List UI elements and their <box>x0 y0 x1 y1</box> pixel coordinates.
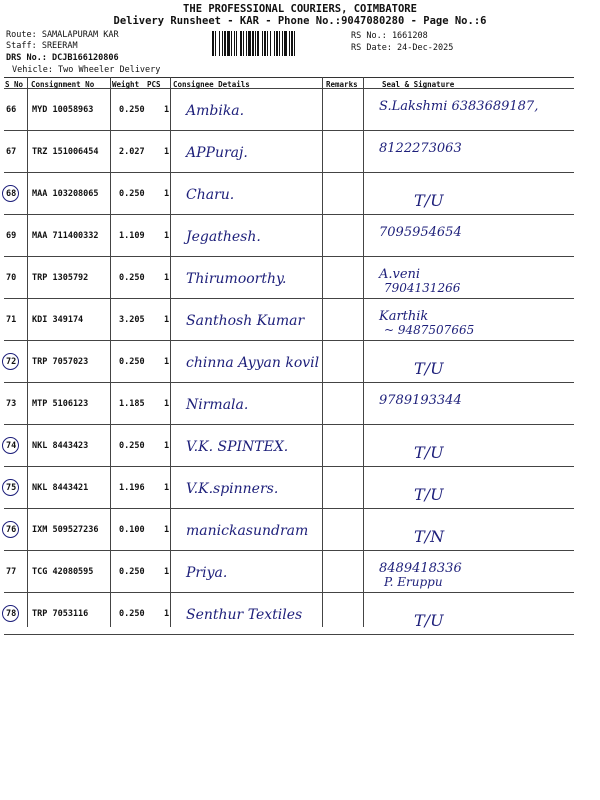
row-weight: 0.250 <box>119 273 145 283</box>
row-weight: 0.100 <box>119 525 145 535</box>
row-pcs: 1 <box>164 441 170 451</box>
runsheet-title: Delivery Runsheet - KAR - Phone No.:9047080280 - Page No.:6 <box>113 15 487 27</box>
col-weight-header: Weight <box>112 80 140 89</box>
row-seal-handwriting-secondary: P. Eruppu <box>384 575 443 589</box>
drs-number: DRS No.: DCJB166120806 <box>6 53 119 63</box>
row-weight: 0.250 <box>119 567 145 577</box>
row-pcs: 1 <box>164 399 170 409</box>
row-weight: 0.250 <box>119 609 145 619</box>
row-sno: 69 <box>6 231 17 241</box>
row-consignee-handwriting: Nirmala. <box>186 397 249 413</box>
row-consignment-no: TRZ 151006454 <box>32 147 99 157</box>
sno-circle-mark <box>2 437 19 454</box>
company-title: THE PROFESSIONAL COURIERS, COIMBATORE <box>183 3 417 15</box>
table-row <box>4 551 574 593</box>
row-pcs: 1 <box>164 483 170 493</box>
table-row <box>4 383 574 425</box>
row-pcs: 1 <box>164 189 170 199</box>
row-consignee-handwriting: Thirumoorthy. <box>186 271 287 287</box>
row-consignment-no: KDI 349174 <box>32 315 84 325</box>
sno-circle-mark <box>2 479 19 496</box>
row-seal-handwriting: 8489418336 <box>379 561 462 576</box>
row-pcs: 1 <box>164 609 170 619</box>
row-consignee-handwriting: APPuraj. <box>186 145 248 161</box>
row-weight: 1.196 <box>119 483 145 493</box>
row-sno: 66 <box>6 105 17 115</box>
table-row <box>4 131 574 173</box>
column-divider <box>363 77 364 627</box>
table-row <box>4 509 574 551</box>
row-pcs: 1 <box>164 147 170 157</box>
column-divider <box>170 77 171 627</box>
table-row <box>4 173 574 215</box>
runsheet-table <box>4 77 574 630</box>
col-seal-header: Seal & Signature <box>382 80 455 89</box>
row-weight: 0.250 <box>119 441 145 451</box>
table-row <box>4 593 574 635</box>
col-pcs-header: PCS <box>147 80 161 89</box>
row-consignee-handwriting: V.K. SPINTEX. <box>186 439 289 455</box>
row-pcs: 1 <box>164 525 170 535</box>
column-divider <box>110 77 111 627</box>
row-sno: 77 <box>6 567 17 577</box>
row-consignee-handwriting: Santhosh Kumar <box>186 313 305 329</box>
column-divider <box>27 77 28 627</box>
rs-date: RS Date: 24-Dec-2025 <box>351 43 454 53</box>
row-seal-handwriting: A.veni <box>379 267 421 282</box>
table-row <box>4 215 574 257</box>
row-pcs: 1 <box>164 567 170 577</box>
row-sno: 76 <box>6 525 17 535</box>
row-consignment-no: TRP 1305792 <box>32 273 89 283</box>
row-sno: 78 <box>6 609 17 619</box>
route-label: Route: SAMALAPURAM KAR <box>6 30 119 40</box>
row-seal-handwriting: T/U <box>414 191 444 210</box>
table-row <box>4 341 574 383</box>
row-pcs: 1 <box>164 273 170 283</box>
column-divider <box>322 77 323 627</box>
row-seal-handwriting: T/U <box>414 611 444 630</box>
row-seal-handwriting-secondary: 7904131266 <box>384 281 461 295</box>
row-weight: 2.027 <box>119 147 145 157</box>
row-sno: 67 <box>6 147 17 157</box>
row-consignment-no: NKL 8443421 <box>32 483 89 493</box>
sno-circle-mark <box>2 521 19 538</box>
row-weight: 1.185 <box>119 399 145 409</box>
row-seal-handwriting-secondary: ~ 9487507665 <box>384 323 475 337</box>
row-seal-handwriting: T/U <box>414 359 444 378</box>
row-consignee-handwriting: chinna Ayyan kovil <box>186 355 320 371</box>
row-seal-handwriting: T/U <box>414 443 444 462</box>
row-consignee-handwriting: Priya. <box>186 565 228 581</box>
row-consignment-no: TRP 7053116 <box>32 609 89 619</box>
row-pcs: 1 <box>164 231 170 241</box>
table-row <box>4 467 574 509</box>
row-consignee-handwriting: manickasundram <box>186 523 309 539</box>
row-consignment-no: NKL 8443423 <box>32 441 89 451</box>
row-sno: 75 <box>6 483 17 493</box>
sno-circle-mark <box>2 353 19 370</box>
row-seal-handwriting: T/U <box>414 485 444 504</box>
row-consignment-no: IXM 509527236 <box>32 525 99 535</box>
row-consignment-no: TRP 7057023 <box>32 357 89 367</box>
row-consignee-handwriting: Ambika. <box>186 103 245 119</box>
row-consignment-no: MAA 103208065 <box>32 189 99 199</box>
row-weight: 3.205 <box>119 315 145 325</box>
row-consignee-handwriting: Senthur Textiles <box>186 607 303 623</box>
sno-circle-mark <box>2 185 19 202</box>
row-weight: 0.250 <box>119 357 145 367</box>
col-remarks-header: Remarks <box>326 80 358 89</box>
row-consignee-handwriting: Jegathesh. <box>186 229 261 245</box>
row-consignee-handwriting: Charu. <box>186 187 235 203</box>
row-sno: 72 <box>6 357 17 367</box>
barcode-bar <box>294 31 295 56</box>
barcode <box>212 31 346 56</box>
row-sno: 71 <box>6 315 17 325</box>
vehicle-label: Vehicle: Two Wheeler Delivery <box>12 65 161 75</box>
row-pcs: 1 <box>164 357 170 367</box>
row-sno: 68 <box>6 189 17 199</box>
row-sno: 70 <box>6 273 17 283</box>
row-consignment-no: MAA 711400332 <box>32 231 99 241</box>
table-row <box>4 425 574 467</box>
row-weight: 0.250 <box>119 105 145 115</box>
row-seal-handwriting: 9789193344 <box>379 393 462 408</box>
table-row <box>4 299 574 341</box>
row-consignment-no: TCG 42080595 <box>32 567 94 577</box>
row-sno: 74 <box>6 441 17 451</box>
row-consignment-no: MTP 5106123 <box>32 399 89 409</box>
row-weight: 1.109 <box>119 231 145 241</box>
table-row <box>4 89 574 131</box>
row-consignee-handwriting: V.K.spinners. <box>186 481 279 497</box>
table-header-row <box>4 78 574 89</box>
row-seal-handwriting: 7095954654 <box>379 225 462 240</box>
table-row <box>4 257 574 299</box>
row-weight: 0.250 <box>119 189 145 199</box>
col-consignee-header: Consignee Details <box>173 80 250 89</box>
row-seal-handwriting: T/N <box>414 527 445 546</box>
row-seal-handwriting: Karthik <box>379 309 429 324</box>
staff-label: Staff: SREERAM <box>6 41 78 51</box>
row-seal-handwriting: 8122273063 <box>379 141 462 156</box>
rs-number: RS No.: 1661208 <box>351 31 428 41</box>
row-seal-handwriting: S.Lakshmi 6383689187, <box>379 99 539 114</box>
row-pcs: 1 <box>164 315 170 325</box>
row-sno: 73 <box>6 399 17 409</box>
row-pcs: 1 <box>164 105 170 115</box>
col-sno-header: S No <box>5 80 24 89</box>
row-consignment-no: MYD 10058963 <box>32 105 94 115</box>
sno-circle-mark <box>2 605 19 622</box>
col-consignment-header: Consignment No <box>31 80 95 89</box>
